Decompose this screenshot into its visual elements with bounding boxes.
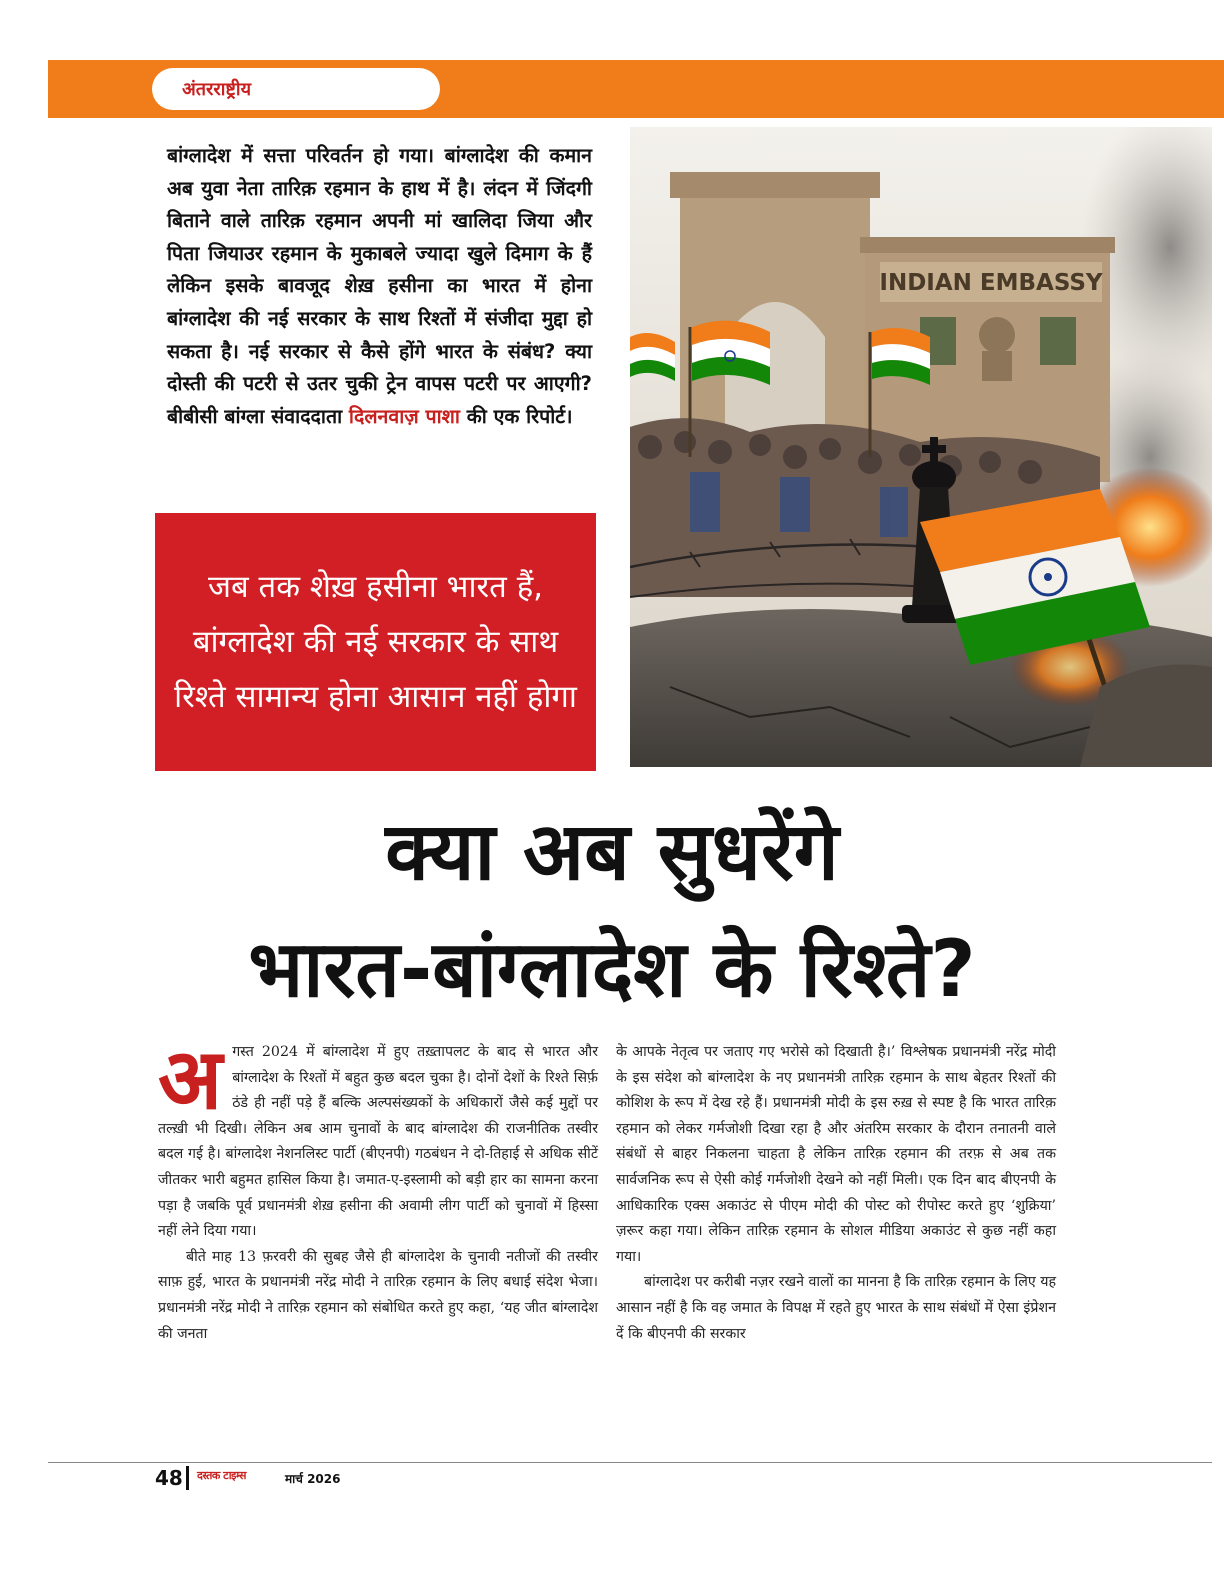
footer-divider — [186, 1466, 189, 1490]
feature-photo — [630, 127, 1212, 767]
embassy-sign: INDIAN EMBASSY — [879, 270, 1103, 296]
page-number: 48 — [155, 1466, 183, 1490]
pull-quote-text: जब तक शेख़ हसीना भारत हैं, बांग्लादेश की नई सरकार के साथ रिश्ते सामान्य होना आसान नहीं होगा — [174, 568, 577, 715]
intro-paragraph — [167, 140, 592, 433]
issue-date: मार्च 2026 — [285, 1472, 341, 1486]
intro-text: बांग्लादेश में सत्ता परिवर्तन हो गया। बांग्लादेश की कमान अब युवा नेता तारिक़ रहमान के हाथ में है। लंदन में जिंदगी बिताने वाले तारिक़ रहमान अपनी मां खालिदा जिया और पिता जियाउर रहमान के मुकाबले ज्यादा खुले दिमाग के हैं लेकिन इसके बावजूद शेख़ हसीना का भारत में होना बांग्लादेश की नई सरकार के साथ रिश्तों में संजीदा मुद्दा हो सकता है। नई सरकार से कैसे होंगे भारत के संबंध? क्या दोस्ती की पटरी से उतर चुकी ट्रेन वापस पटरी पर आएगी? बीबीसी बांग्ला संवाददाता — [167, 144, 592, 428]
article-paragraph-4: बांग्लादेश पर करीबी नज़र रखने वालों का मानना है कि तारिक़ रहमान के लिए यह आसान नहीं है कि वह जमात के विपक्ष में रहते हुए भारत के साथ संबंधों में ऐसा इंप्रेशन दें कि बीएनपी की सरकार — [616, 1274, 1056, 1342]
article-column-2 — [616, 1040, 1056, 1347]
article-paragraph-2: बीते माह 13 फ़रवरी की सुबह जैसे ही बांग्लादेश के चुनावी नतीजों की तस्वीर साफ़ हुई, भारत के प्रधानमंत्री नरेंद्र मोदी ने तारिक़ रहमान के लिए बधाई संदेश भेजा। प्रधानमंत्री नरेंद्र मोदी ने तारिक़ रहमान को संबोधित करते हुए कहा, ‘यह जीत बांग्लादेश की जनता — [158, 1248, 598, 1342]
author-name: दिलनवाज़ पाशा — [348, 404, 460, 428]
pull-quote — [155, 513, 596, 771]
drop-cap: अ — [158, 1030, 223, 1128]
article-column-1 — [158, 1030, 598, 1347]
headline-line-1: क्या अब सुधरेंगे — [385, 805, 839, 898]
article-paragraph-1: गस्त 2024 में बांग्लादेश में हुए तख़्तापलट के बाद से भारत और बांग्लादेश के रिश्तों में बहुत कुछ बदल चुका है। दोनों देशों के रिश्ते सिर्फ़ ठंडे ही नहीं पड़े हैं बल्कि अल्पसंख्यकों के अधिकारों जैसे कई मुद्दों पर तल्ख़ी भी दिखी। लेकिन अब आम चुनावों के बाद बांग्लादेश की राजनीतिक तस्वीर बदल गई है। बांग्लादेश नेशनलिस्ट पार्टी (बीएनपी) गठबंधन ने दो-तिहाई से अधिक सीटें जीतकर भारी बहुमत हासिल किया है। जमात-ए-इस्लामी को बड़ी हार का सामना करना पड़ा है जबकि पूर्व प्रधानमंत्री शेख़ हसीना की अवामी लीग पार्टी को चुनावों में हिस्सा नहीं लेने दिया गया। — [158, 1044, 598, 1240]
magazine-logo: दस्तक टाइम्स — [197, 1469, 246, 1482]
headline-line-2: भारत-बांग्लादेश के रिश्ते? — [248, 925, 976, 1015]
article-paragraph-3: के आपके नेतृत्व पर जताए गए भरोसे को दिखाती है।’ विश्लेषक प्रधानमंत्री नरेंद्र मोदी के इस संदेश को बांग्लादेश के नए प्रधानमंत्री तारिक़ रहमान के साथ बेहतर रिश्तों की कोशिश के रूप में देख रहे हैं। प्रधानमंत्री मोदी के इस रुख़ से स्पष्ट है कि भारत तारिक़ रहमान को लेकर गर्मजोशी दिखा रहा है और अंतरिम सरकार के दौरान तनातनी वाले संबंधों से बाहर निकलना चाहता है लेकिन तारिक़ रहमान की तरफ़ से अब तक सार्वजनिक रूप से ऐसी कोई गर्मजोशी देखने को नहीं मिली। एक दिन बाद बीएनपी के आधिकारिक एक्स अकाउंट से पीएम मोदी की पोस्ट को रीपोस्ट करते हुए ‘शुक्रिया’ ज़रूर कहा गया। लेकिन तारिक़ रहमान के सोशल मीडिया अकाउंट से कुछ नहीं कहा गया। — [616, 1044, 1056, 1265]
intro-tail: की एक रिपोर्ट। — [466, 404, 573, 428]
section-label: अंतरराष्ट्रीय — [182, 79, 252, 100]
footer-rule — [48, 1462, 1212, 1463]
